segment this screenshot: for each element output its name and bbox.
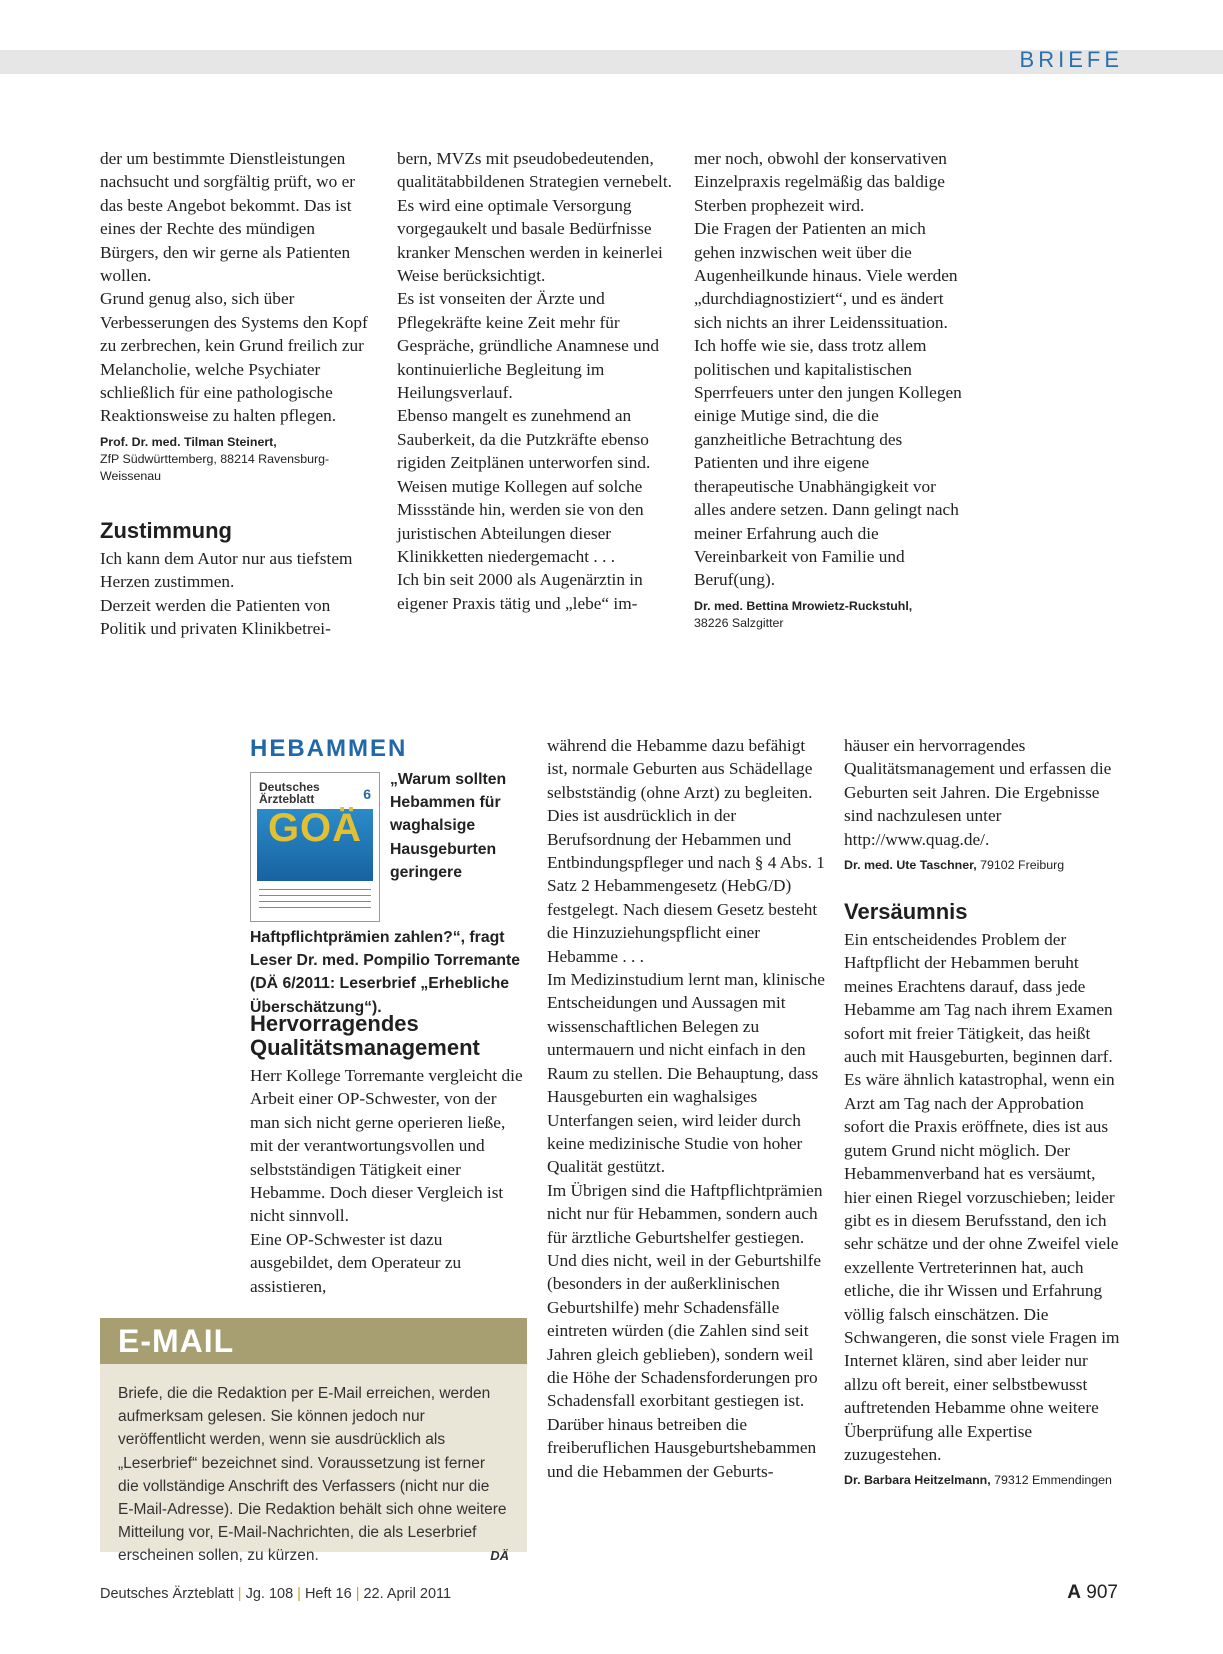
paragraph: während die Hebamme dazu befähigt ist, normale Geburten aus Schädellage selbstständig (ohne Arzt) zu begleiten. Dies ist ausdrücklich in der Berufsordnung der Hebammen und Entbindungspfleger und nach § 4 Abs. 1 Satz 2 Hebammengesetz (HebG/D) festgelegt. Nach diesem Gesetz besteht die Hinzuziehungspflicht einer Hebamme . . .: [547, 736, 825, 966]
separator: |: [297, 1586, 301, 1602]
paragraph: der um bestimmte Dienstleistungen nachsucht und sorgfältig prüft, wo er das beste Angebot bekommt. Das ist eines der Rechte des mündigen Bürgers, den wir gerne als Patienten wollen.: [100, 149, 355, 286]
email-box-text: Briefe, die die Redaktion per E-Mail erreichen, werden aufmerksam gelesen. Sie können jedoch nur veröffentlicht werden, wenn sie ausdrücklich als „Leserbrief“ bezeichnet sind. Voraussetzung ist ferner die vollständige Anschrift des Verfassers (nicht nur die E-Mail-Adresse). Die Redaktion behält sich ohne weitere Mitteilung vor, E-Mail-Nachrichten, die als Leserbrief erscheinen sollen, zu kürzen.: [118, 1385, 507, 1565]
paragraph: Ein entscheidendes Problem der Haftpflicht der Hebammen beruht meines Erachtens darauf, dass jede Hebamme am Tag nach ihrem Examen sofort mit freier Tätigkeit, das heißt auch mit Hausgeburten, beginnen darf. Es wäre ähnlich katastrophal, wenn ein Arzt am Tag nach der Approbation sofort die Praxis eröffnete, dies ist aus gutem Grund nicht möglich. Der Hebammenverband hat es versäumt, hier einen Riegel vorzuschieben; leider gibt es in diesem Berufsstand, den ich sehr schätze und der ohne Zweifel viele exzellente Vertreterinnen hat, auch etliche, die ihr Wissen und Erfahrung völlig falsch einschätzen. Die Schwangeren, die sonst viele Fragen im Internet klären, sind aber leider nur allzu oft bereit, einer selbstbewusst auftretenden Hebamme ohne weitere Überprüfung alle Expertise zuzugestehen.: [844, 930, 1120, 1464]
signature: [694, 598, 969, 632]
paragraph: Im Übrigen sind die Haftpflichtprämien nicht nur für Hebammen, sondern auch für ärztliche Geburtshelfer gestiegen. Und dies nicht, weil in der Geburtshilfe (besonders in der außerklinischen Geburtshilfe) mehr Schadensfälle eintreten würden (die Zahlen sind seit Jahren gleich geblieben), sondern weil die Höhe der Schadensforderungen pro Schadensfall exorbitant gestiegen ist.: [547, 1180, 823, 1411]
column-4: [250, 1012, 528, 1298]
issue: Heft 16: [304, 1586, 352, 1602]
column-5: [547, 734, 825, 1483]
magazine-cover-image: [250, 772, 380, 922]
date: 22. April 2011: [363, 1586, 452, 1602]
email-box-body: [100, 1364, 527, 1568]
paragraph: bern, MVZs mit pseudobedeutenden, qualitätabbildenen Strategien vernebelt.: [397, 149, 672, 192]
author-address: 79312 Emmendingen: [990, 1473, 1112, 1488]
paragraph: Die Fragen der Patienten an mich gehen inzwischen weit über die Augenheilkunde hinaus. Viele werden „durchdiagnostiziert“, und es ändert sich nichts an ihrer Leidenssituation.: [694, 219, 958, 332]
cover-text-lines: [259, 889, 371, 913]
cover-masthead: Deutsches Ärzteblatt: [259, 780, 320, 806]
paragraph: Herr Kollege Torremante vergleicht die Arbeit einer OP-Schwester, von der man sich nicht gerne operieren ließe, mit der verantwortungsvollen und selbstständigen Tätigkeit einer Hebamme. Doch dieser Vergleich ist nicht sinnvoll.: [250, 1066, 523, 1226]
paragraph: Es ist vonseiten der Ärzte und Pflegekräfte keine Zeit mehr für Gespräche, gründliche Anamnese und kontinuierliche Begleitung im Heilungsverlauf.: [397, 289, 660, 403]
author-name: Dr. med. Bettina Mrowietz-Ruckstuhl,: [694, 598, 913, 613]
letter-heading: Zustimmung: [100, 517, 232, 543]
footer-citation: [100, 1586, 451, 1602]
email-info-box: [100, 1318, 527, 1565]
column-3: [694, 147, 969, 632]
cover-issue-number: 6: [363, 786, 371, 802]
paragraph: häuser ein hervorragendes Qualitätsmanagement und erfassen die Geburten seit Jahren. Die Ergebnisse sind nachzulesen unter http://www.quag.de/.: [844, 736, 1112, 849]
author-name: Dr. med. Ute Taschner,: [844, 858, 977, 873]
column-2: [397, 147, 672, 615]
author-name: Dr. Barbara Heitzelmann,: [844, 1473, 991, 1488]
paragraph: Ich kann dem Autor nur aus tiefstem Herzen zustimmen.: [100, 548, 353, 592]
email-box-title: E-MAIL: [100, 1318, 527, 1364]
page-number-value: 907: [1086, 1582, 1118, 1603]
paragraph: Eine OP-Schwester ist dazu ausgebildet, dem Operateur zu assistieren,: [250, 1229, 462, 1296]
paragraph: Weisen mutige Kollegen auf solche Missstände hin, werden sie von den juristischen Abteilungen dieser Klinikketten niedergemacht . . .: [397, 476, 644, 566]
cover-title: GOÄ: [267, 806, 363, 850]
paragraph: Im Medizinstudium lernt man, klinische Entscheidungen und Aussagen mit wissenschaftlichen Belegen zu untermauern und nicht einfach in den Raum zu stellen. Die Behauptung, dass Hausgeburten ein waghalsiges Unterfangen seien, wird leider durch keine medizinische Studie von hoher Qualität gestützt.: [547, 970, 825, 1177]
author-name: Prof. Dr. med. Tilman Steinert,: [100, 434, 277, 449]
author-address: 38226 Salzgitter: [694, 615, 784, 630]
teaser-text: „Warum sollten Hebammen für waghalsige Hausgeburten geringere Haftpflichtprämien zahlen?“, fragt Leser Dr. med. Pompilio Torremante (DÄ 6/2011: Leserbrief „Erhebliche Überschätzung“).: [250, 771, 521, 1016]
volume: Jg. 108: [245, 1586, 294, 1602]
signature: [844, 857, 1122, 874]
separator: |: [355, 1586, 360, 1602]
cover-artwork: [257, 806, 373, 881]
paragraph: Darüber hinaus betreiben die freiberuflichen Hausgeburtshebammen und die Hebammen der Geburts-: [547, 1414, 817, 1481]
paragraph: Grund genug also, sich über Verbesserungen des Systems den Kopf zu zerbrechen, kein Grund freilich zur Melancholie, welche Psychiater schließlich für eine pathologische Reaktionsweise zu halten pflegen.: [100, 289, 368, 426]
topic-kicker: HEBAMMEN: [250, 735, 408, 762]
journal-name: Deutsches Ärzteblatt: [100, 1586, 234, 1602]
author-address: 79102 Freiburg: [976, 858, 1065, 873]
signature: [844, 1472, 1122, 1489]
paragraph: Es wird eine optimale Versorgung vorgegaukelt und basale Bedürfnisse kranker Menschen werden in keinerlei Weise berücksichtigt.: [397, 195, 663, 286]
page-prefix: A: [1067, 1582, 1082, 1603]
author-address: ZfP Südwürttemberg, 88214 Ravensburg-Weissenau: [100, 451, 330, 483]
paragraph: mer noch, obwohl der konservativen Einzelpraxis regelmäßig das baldige Sterben prophezeit wird.: [694, 149, 947, 215]
paragraph: Ich bin seit 2000 als Augenärztin in eigener Praxis tätig und „lebe“ im-: [397, 570, 643, 613]
section-title: BRIEFE: [1019, 47, 1123, 72]
page-number: [1067, 1582, 1118, 1604]
column-6: [844, 734, 1122, 1489]
editorial-sign: DÄ: [490, 1548, 509, 1564]
paragraph: Ich hoffe wie sie, dass trotz allem politischen und kapitalistischen Sperrfeuers unter den jungen Kollegen einige Mutige sind, die die ganzheitliche Betrachtung des Patienten und ihre eigene therapeutische Unabhängigkeit vor alles andere setzen. Dann gelingt nach meiner Erfahrung auch die Vereinbarkeit von Familie und Beruf(ung).: [694, 336, 962, 590]
signature: [100, 434, 375, 485]
separator: |: [237, 1586, 242, 1602]
column-1: [100, 147, 375, 641]
paragraph: Derzeit werden die Patienten von Politik und privaten Klinikbetrei-: [100, 595, 331, 639]
letter-heading: Hervorragendes Qualitätsmanagement: [250, 1011, 480, 1060]
teaser: [250, 768, 528, 1019]
paragraph: Ebenso mangelt es zunehmend an Sauberkeit, da die Putzkräfte ebenso rigiden Zeitplänen unterworfen sind.: [397, 406, 651, 473]
letter-heading: Versäumnis: [844, 899, 968, 925]
